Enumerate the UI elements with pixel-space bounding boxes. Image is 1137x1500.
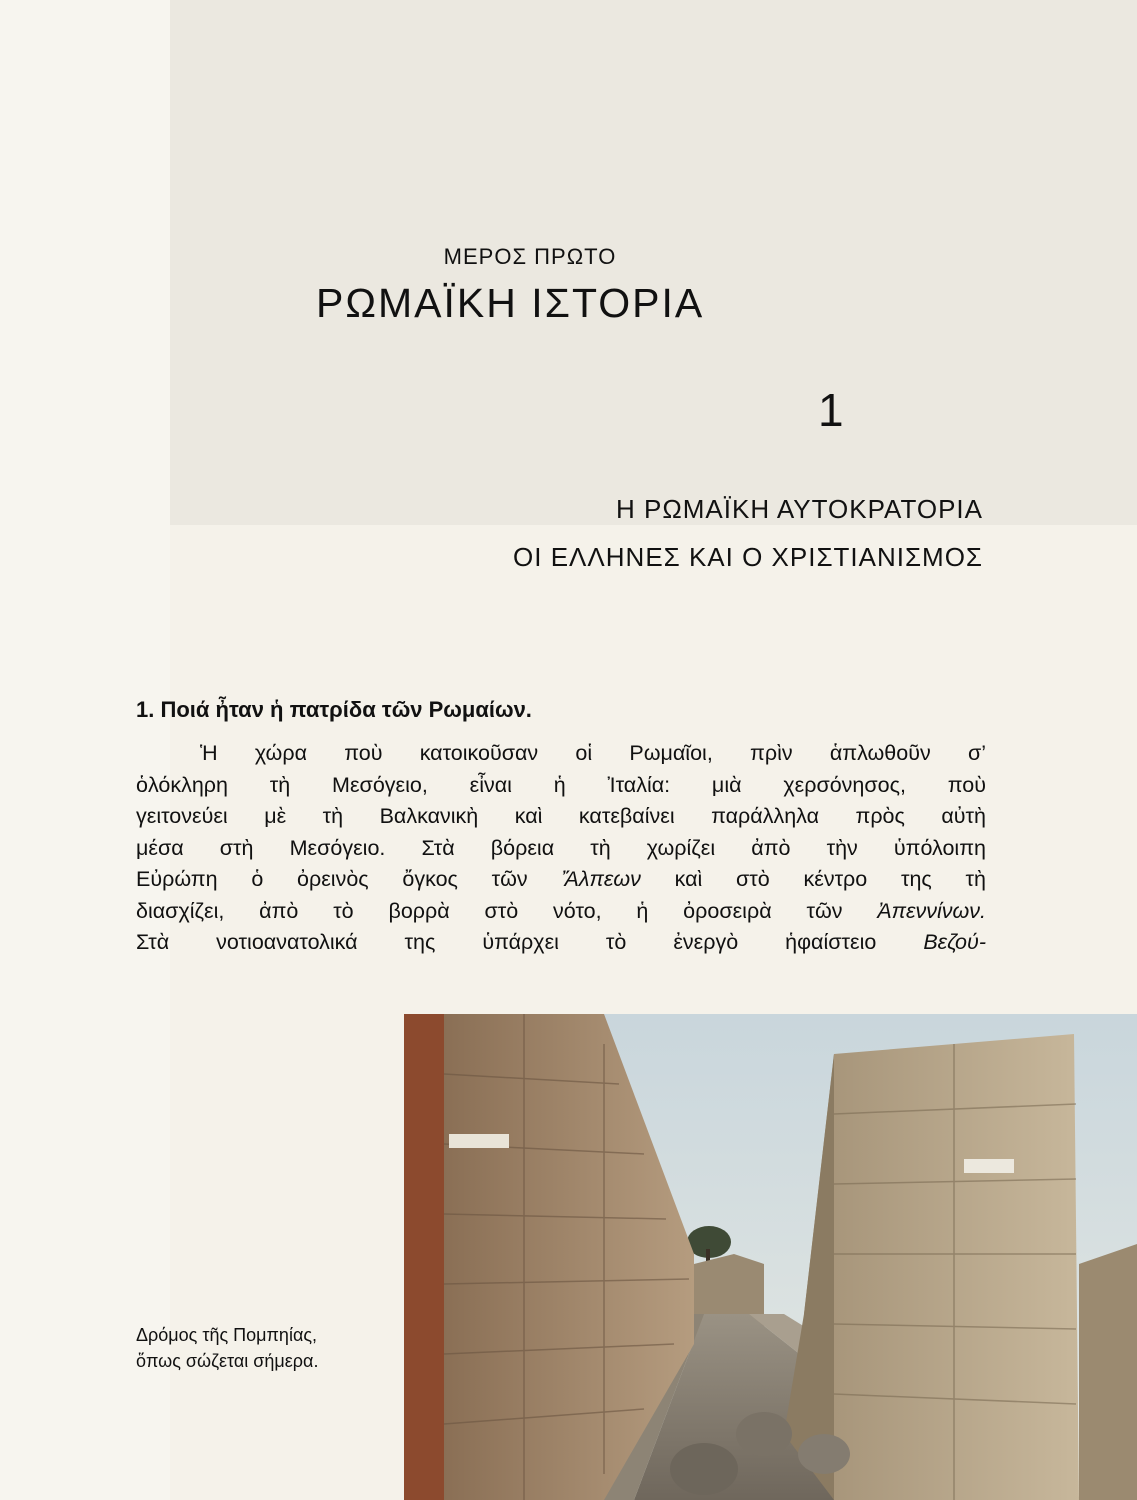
caption-line: Δρόμος τῆς Πομπηίας, [136, 1325, 318, 1345]
paragraph-line: Ἡ χώρα ποὺ κατοικοῦσαν οἱ Ρωμαῖοι, πρὶν ἁπλωθοῦν σ’ [200, 741, 986, 765]
part-label: ΜΕΡΟΣ ΠΡΩΤΟ [443, 244, 617, 269]
paragraph-line: γειτονεύει μὲ τὴ Βαλκανικὴ καὶ κατεβαίνει παράλληλα πρὸς αὐτὴ [136, 804, 986, 828]
chapter-title-line-1: Η ΡΩΜΑΪΚΗ ΑΥΤΟΚΡΑΤΟΡΙΑ [615, 494, 983, 524]
main-title: ΡΩΜΑΪΚΗ ΙΣΤΟΡΙΑ [316, 280, 705, 326]
chapter-title-line-2: ΟΙ ΕΛΛΗΝΕΣ ΚΑΙ Ο ΧΡΙΣΤΙΑΝΙΣΜΟΣ [513, 542, 983, 572]
italic-term: Βεζού- [923, 930, 986, 954]
chapter-number: 1 [818, 384, 844, 436]
paragraph-line: μέσα στὴ Μεσόγειο. Στὰ βόρεια τὴ χωρίζει ἀπὸ τὴν ὑπόλοιπη [136, 835, 986, 860]
paragraph-line: ὁλόκληρη τὴ Μεσόγειο, εἶναι ἡ Ἰταλία: μιὰ χερσόνησος, ποὺ [136, 772, 986, 797]
paragraph-line: διασχίζει, ἀπὸ τὸ βορρὰ στὸ νότο, ἡ ὀροσειρὰ τῶν Ἀπεννίνων. [136, 898, 986, 923]
caption-line: ὅπως σώζεται σήμερα. [136, 1351, 319, 1371]
italic-term: Ἀπεννίνων. [877, 898, 986, 923]
pompeii-street-photo [404, 1014, 1137, 1500]
photo-caption [136, 1322, 318, 1374]
paragraph-line: Εὐρώπη ὁ ὀρεινὸς ὄγκος τῶν Ἄλπεων καὶ στὸ κέντρο της τὴ [136, 867, 986, 891]
italic-term: Ἄλπεων [561, 867, 641, 891]
paragraph-line: Στὰ νοτιοανατολικά της ὑπάρχει τὸ ἐνεργὸ ἡφαίστειο Βεζού- [136, 930, 986, 954]
body-paragraph [136, 738, 986, 959]
section-heading: 1. Ποιά ἦταν ἡ πατρίδα τῶν Ρωμαίων. [136, 697, 532, 722]
